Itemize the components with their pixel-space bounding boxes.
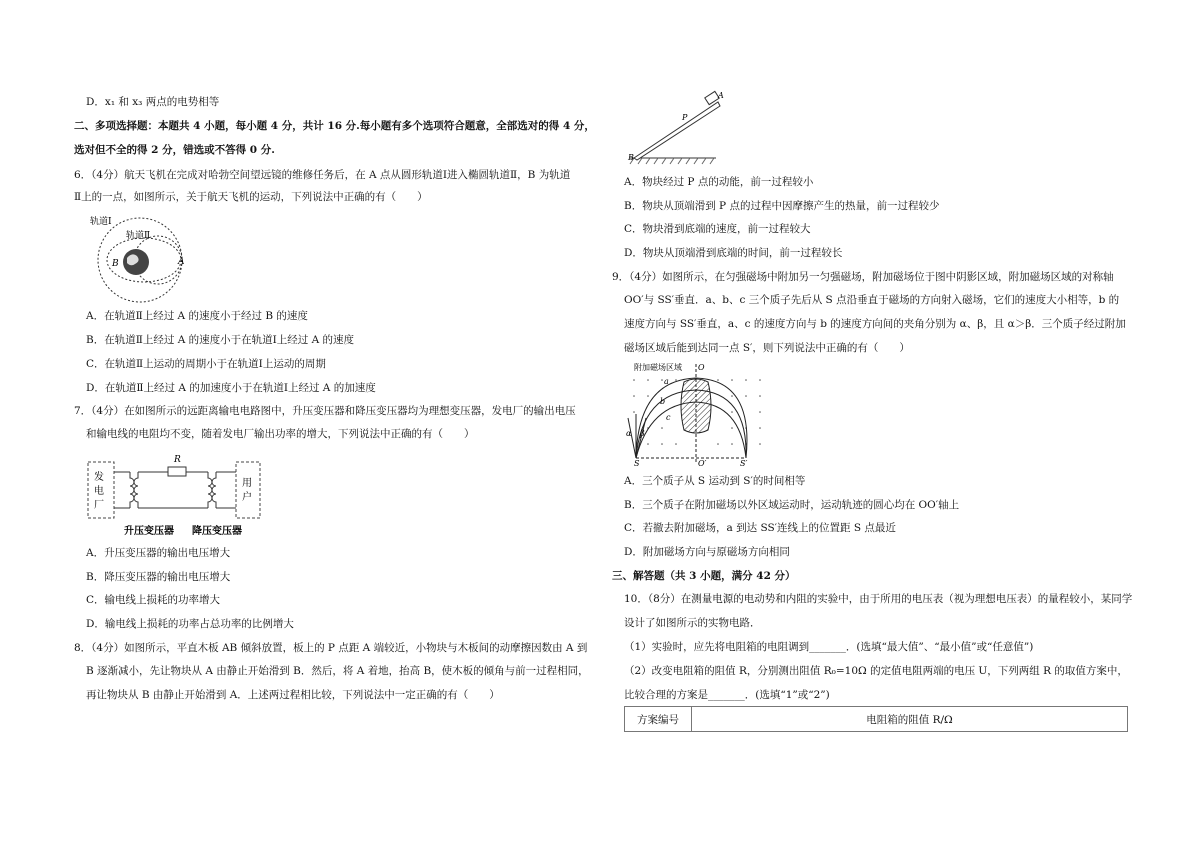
q8-stem-line1: 8．（4分）如图所示，平直木板 AB 倾斜放置，板上的 P 点距 A 端较近，小物块与木板间的动摩擦因数由 A 到 <box>74 642 588 654</box>
q6-stem-line1: 6．（4分）航天飞机在完成对哈勃空间望远镜的维修任务后，在 A 点从圆形轨道Ⅰ进入椭圆轨道Ⅱ，B 为轨道 <box>74 169 571 181</box>
power-plant-label-3: 厂 <box>94 500 104 511</box>
power-plant-label-1: 发 <box>94 472 104 483</box>
q9-magnetic-field-figure <box>624 360 768 468</box>
label-o-prime: O′ <box>698 459 707 468</box>
scheme-table <box>624 706 1128 732</box>
q7-stem-line1: 7．（4分）在如图所示的远距离输电电路图中，升压变压器和降压变压器均为理想变压器，发电厂的输出电压 <box>74 405 576 417</box>
q8-incline-figure <box>624 88 724 168</box>
table-header-cell: 方案编号 <box>625 707 692 732</box>
user-label-1: 用 <box>242 478 252 489</box>
q9-stem-line3: 速度方向与 SS′垂直，a、c 的速度方向与 b 的速度方向间的夹角分别为 α、β，且 α＞β．三个质子经过附加 <box>624 318 1126 330</box>
q9-option-d: D．附加磁场方向与原磁场方向相同 <box>624 546 790 558</box>
section2-heading-line1: 二、多项选择题：本题共 4 小题，每小题 4 分，共计 16 分.每小题有多个选项符合题意，全部选对的得 4 分， <box>74 120 595 132</box>
q9-option-b: B．三个质子在附加磁场以外区域运动时，运动轨迹的圆心均在 OO′轴上 <box>624 499 960 511</box>
q10-stem-line1: 10．（8分）在测量电源的电动势和内阻的实验中，由于所用的电压表（视为理想电压表）的量程较小，某同学 <box>624 593 1133 605</box>
velocity-a-line <box>628 418 636 458</box>
q10-part2-line1: （2）改变电阻箱的阻值 R，分别测出阻值 R₀=10Ω 的定值电阻两端的电压 U，下列两组 R 的取值方案中， <box>624 665 1128 677</box>
label-c-path: c <box>666 413 671 422</box>
orbit-1-label: 轨道Ⅰ <box>90 217 112 227</box>
user-label-2: 户 <box>242 492 252 503</box>
label-s: S <box>634 459 640 468</box>
step-up-secondary-coil <box>134 472 138 508</box>
label-b: B <box>628 153 634 162</box>
q10-part2-line2: 比较合理的方案是_______．(选填“1”或“2”) <box>624 689 830 701</box>
power-plant-label-2: 电 <box>94 486 104 497</box>
ground-hatching <box>630 158 714 164</box>
q6-option-b: B．在轨道Ⅱ上经过 A 的速度小于在轨道Ⅰ上经过 A 的速度 <box>86 334 355 346</box>
section2-heading-line2: 选对但不全的得 2 分，错选或不答得 0 分. <box>74 144 275 156</box>
q6-orbit-figure <box>82 212 194 304</box>
q7-option-d: D．输电线上损耗的功率占总功率的比例增大 <box>86 618 294 630</box>
table-header-cell: 电阻箱的阻值 R/Ω <box>692 707 1128 732</box>
point-a-label: A <box>178 257 185 267</box>
resistor-label: R <box>174 455 181 465</box>
user-box <box>236 462 260 518</box>
section3-heading: 三、解答题（共 3 小题，满分 42 分） <box>612 570 796 582</box>
q6-option-c: C．在轨道Ⅱ上运动的周期小于在轨道Ⅰ上运动的周期 <box>86 358 326 370</box>
region-label: 附加磁场区域 <box>634 363 682 372</box>
label-a-path: a <box>664 377 669 386</box>
step-up-label: 升压变压器 <box>124 526 174 537</box>
q7-option-a: A．升压变压器的输出电压增大 <box>86 547 231 559</box>
label-a: A <box>718 91 724 100</box>
q9-stem-line4: 磁场区域后能到达同一点 S′，则下列说法中正确的有（ ） <box>624 342 910 354</box>
step-down-secondary-coil <box>212 472 216 508</box>
orbit-2-label: 轨道Ⅱ <box>126 231 151 241</box>
label-s-prime: S′ <box>740 459 748 468</box>
q8-option-d: D．物块从顶端滑到底端的时间，前一过程较长 <box>624 247 843 259</box>
q9-option-c: C．若撤去附加磁场，a 到达 SS′连线上的位置距 S 点最近 <box>624 522 896 534</box>
q5-option-d: D．x₁ 和 x₃ 两点的电势相等 <box>86 96 220 108</box>
q8-option-a: A．物块经过 P 点的动能，前一过程较小 <box>624 176 814 188</box>
q7-transmission-figure <box>86 450 276 538</box>
step-down-primary-coil <box>208 472 212 508</box>
q7-option-b: B．降压变压器的输出电压增大 <box>86 571 231 583</box>
q8-option-c: C．物块滑到底端的速度，前一过程较大 <box>624 223 811 235</box>
label-o: O <box>698 363 705 372</box>
table-row <box>625 707 1128 732</box>
q6-option-a: A．在轨道Ⅱ上经过 A 的速度小于经过 B 的速度 <box>86 310 308 322</box>
q9-stem-line2: OO′与 SS′垂直．a、b、c 三个质子先后从 S 点沿垂直于磁场的方向射入磁场，它们的速度大小相等，b 的 <box>624 294 1120 306</box>
q8-stem-line2: B 逐渐减小，先让物块从 A 由静止开始滑到 B．然后，将 A 着地，抬高 B，使木板的倾角与前一过程相同， <box>86 665 589 677</box>
label-beta: β <box>640 429 645 438</box>
point-b-label: B <box>112 259 119 269</box>
q8-option-b: B．物块从顶端滑到 P 点的过程中因摩擦产生的热量，前一过程较少 <box>624 200 940 212</box>
q10-part1: （1）实验时，应先将电阻箱的电阻调到_______．(选填“最大值”、“最小值”或“任意值”) <box>624 641 1034 653</box>
label-alpha: α <box>626 429 632 438</box>
q9-option-a: A．三个质子从 S 运动到 S′的时间相等 <box>624 475 806 487</box>
inclined-board <box>634 102 720 160</box>
label-b-path: b <box>660 397 666 406</box>
label-p: P <box>682 113 688 122</box>
resistor-r <box>168 467 186 476</box>
q7-stem-line2: 和输电线的电阻均不变，随着发电厂输出功率的增大，下列说法中正确的有（ ） <box>86 428 475 440</box>
q6-option-d: D．在轨道Ⅱ上经过 A 的加速度小于在轨道Ⅰ上经过 A 的加速度 <box>86 382 376 394</box>
step-down-label: 降压变压器 <box>192 526 242 537</box>
q8-stem-line3: 再让物块从 B 由静止开始滑到 A．上述两过程相比较，下列说法中一定正确的有（ ） <box>86 689 500 701</box>
q7-option-c: C．输电线上损耗的功率增大 <box>86 594 221 606</box>
q9-stem-line1: 9．（4分）如图所示，在匀强磁场中附加另一匀强磁场，附加磁场位于图中阴影区域，附加磁场区域的对称轴 <box>612 271 1114 283</box>
q6-stem-line2: Ⅱ上的一点，如图所示，关于航天飞机的运动，下列说法中正确的有（ ） <box>74 191 428 203</box>
q10-stem-line2: 设计了如图所示的实物电路． <box>624 617 761 629</box>
step-up-primary-coil <box>130 472 134 508</box>
